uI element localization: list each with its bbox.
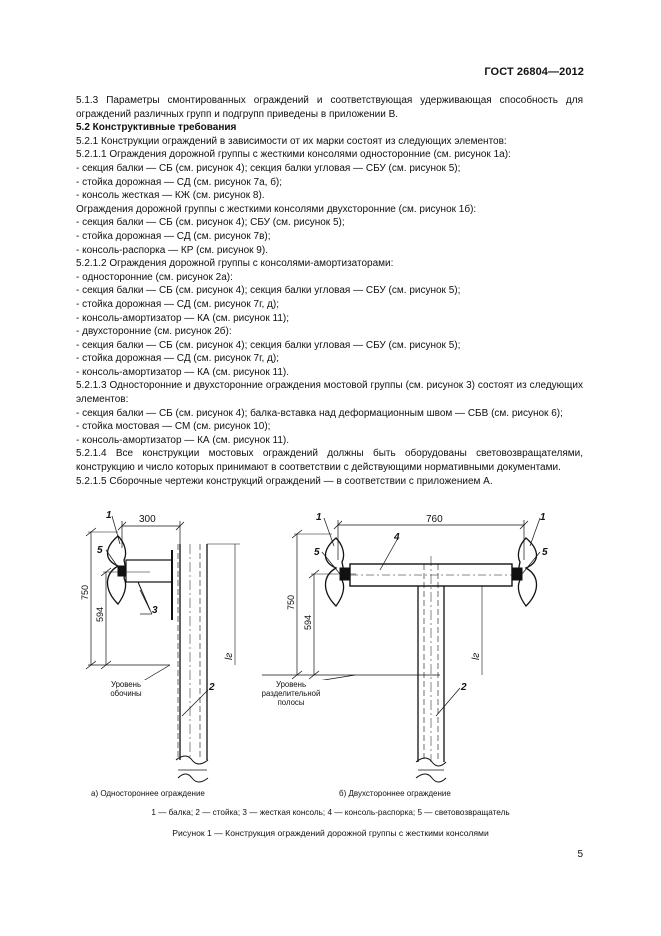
- list-item: - секция балки — СБ (см. рисунок 4); балка-вставка над деформационным швом — СБВ (см. рисунок 6);: [76, 407, 563, 419]
- list-item: - секция балки — СБ (см. рисунок 4); секция балки угловая — СБУ (см. рисунок 5);: [76, 285, 461, 297]
- dim-594-label: 594: [95, 606, 105, 622]
- dim-750-label: 750: [80, 584, 90, 600]
- page-number: 5: [577, 849, 583, 860]
- subcaption-b: б) Двухстороннее ограждение: [339, 789, 451, 798]
- callout-2-right: 2: [461, 682, 467, 693]
- list-item: - консоль-распорка — КР (см. рисунок 9).: [76, 244, 268, 256]
- dim-594-label-right: 594: [303, 614, 313, 630]
- para-5-2-1-4: 5.2.1.4 Все конструкции мостовых ограждений должны быть оборудованы световозвращателями, конструкцию и число которых принимают в соответствии с действующими нормативными документами.: [76, 448, 583, 474]
- para-5-2-1-1b: Ограждения дорожной группы с жесткими консолями двухсторонние (см. рисунок 1б):: [76, 203, 477, 215]
- list-item: - консоль-амортизатор — КА (см. рисунок 11).: [76, 366, 289, 378]
- dim-l-label-right: lг: [471, 652, 482, 660]
- list-item: - секция балки — СБ (см. рисунок 4); СБУ (см. рисунок 5);: [76, 217, 345, 229]
- list-item: - односторонние (см. рисунок 2а):: [76, 271, 233, 283]
- list-item: - двухсторонние (см. рисунок 2б):: [76, 326, 232, 338]
- level-label-left-box: Уровень обочины: [98, 680, 154, 698]
- section-heading-5-2: 5.2 Конструктивные требования: [76, 122, 237, 134]
- list-item: - секция балки — СБ (см. рисунок 4); секция балки угловая — СБУ (см. рисунок 5);: [76, 162, 461, 174]
- dim-760-label: 760: [426, 514, 443, 525]
- para-5-2-1-5: 5.2.1.5 Сборочные чертежи конструкций ограждений — в соответствии с приложением А.: [76, 475, 493, 487]
- subcaption-a: а) Одностороннее ограждение: [91, 789, 205, 798]
- list-item: - стойка мостовая — СМ (см. рисунок 10);: [76, 421, 271, 433]
- callout-5-right: 5: [542, 547, 548, 558]
- list-item: - стойка дорожная — СД (см. рисунок 7в);: [76, 230, 271, 242]
- list-item: - стойка дорожная — СД (см. рисунок 7г, д);: [76, 298, 279, 310]
- list-item: - стойка дорожная — СД (см. рисунок 7а, б);: [76, 176, 283, 188]
- callout-3: 3: [152, 605, 158, 616]
- figure-legend: 1 — балка; 2 — стойка; 3 — жесткая консоль; 4 — консоль-распорка; 5 — световозвращатель: [151, 808, 510, 817]
- para-5-2-1: 5.2.1 Конструкции ограждений в зависимости от их марки состоят из следующих элементов:: [76, 135, 507, 147]
- list-item: - стойка дорожная — СД (см. рисунок 7г, д);: [76, 353, 279, 365]
- level-label-right-box: Уровень разделительной полосы: [256, 680, 326, 707]
- dim-750-label-right: 750: [286, 594, 296, 610]
- para-5-2-1-2: 5.2.1.2 Ограждения дорожной группы с консолями-амортизаторами:: [76, 258, 394, 270]
- callout-1-right: 1: [540, 512, 546, 523]
- list-item: - консоль-амортизатор — КА (см. рисунок 11);: [76, 312, 289, 324]
- callout-5: 5: [97, 545, 103, 556]
- document-header: ГОСТ 26804—2012: [484, 66, 584, 78]
- para-5-1-3: 5.1.3 Параметры смонтированных ограждений и соответствующая удерживающая способность для ограждений различных групп и подгрупп приведены в приложении В.: [76, 95, 583, 120]
- list-item: - консоль-амортизатор — КА (см. рисунок 11).: [76, 434, 289, 446]
- para-5-2-1-3: 5.2.1.3 Односторонние и двухсторонние ограждения мостовой группы (см. рисунок 3) состоят из следующих элементов:: [76, 380, 583, 406]
- figure-caption: Рисунок 1 — Конструкция ограждений дорожной группы с жесткими консолями: [172, 828, 489, 838]
- callout-1: 1: [106, 510, 112, 521]
- dim-300-label: 300: [139, 514, 156, 525]
- callout-5-left: 5: [314, 547, 320, 558]
- para-5-2-1-1: 5.2.1.1 Ограждения дорожной группы с жесткими консолями односторонние (см. рисунок 1а):: [76, 149, 511, 161]
- callout-1-left: 1: [316, 512, 322, 523]
- dim-l-label: lг: [224, 652, 235, 660]
- callout-2: 2: [209, 682, 215, 693]
- list-item: - консоль жесткая — КЖ (см. рисунок 8).: [76, 190, 265, 202]
- callout-4: 4: [394, 532, 400, 543]
- list-item: - секция балки — СБ (см. рисунок 4); секция балки угловая — СБУ (см. рисунок 5);: [76, 339, 461, 351]
